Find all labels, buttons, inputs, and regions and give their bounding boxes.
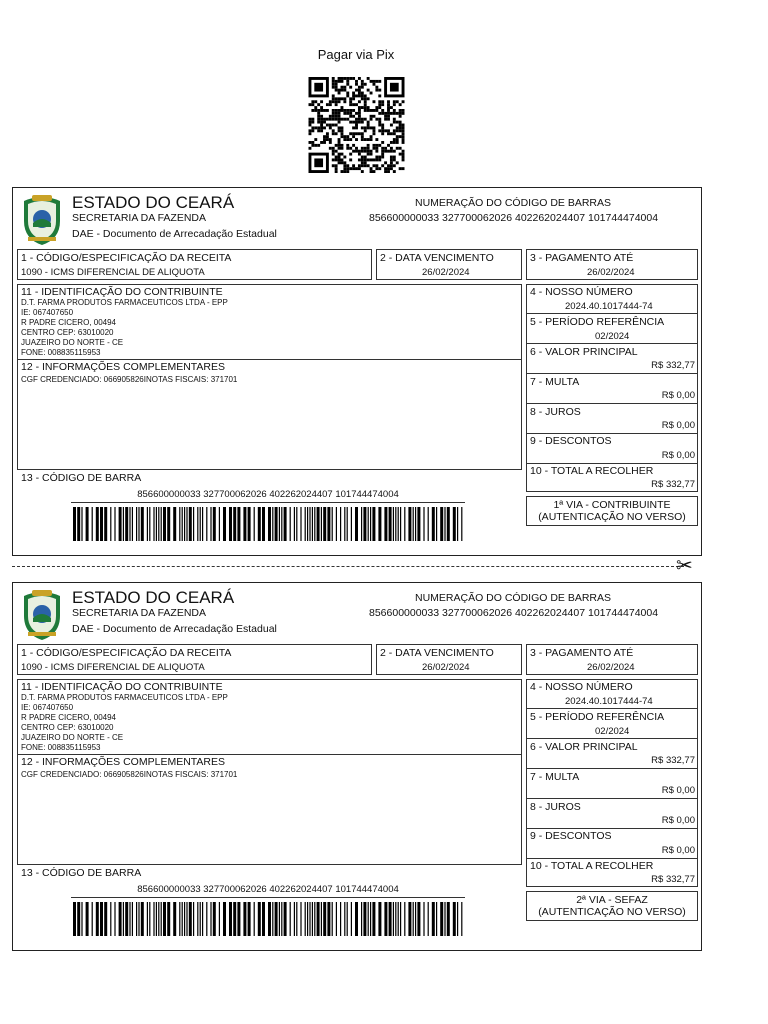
state-title: ESTADO DO CEARÁ [72, 588, 235, 607]
values-divider [526, 858, 698, 859]
taxpayer-line: JUAZEIRO DO NORTE - CE [21, 338, 124, 347]
pix-title: Pagar via Pix [317, 47, 395, 62]
principal-value: R$ 332,77 [651, 360, 695, 371]
info-value: CGF CREDENCIADO: 066905826INOTAS FISCAIS: 371701 [21, 770, 238, 779]
copy-line1: 2ª VIA - SEFAZ [576, 894, 648, 906]
interest-label: 8 - JUROS [530, 801, 581, 813]
taxpayer-label: 11 - IDENTIFICAÇÃO DO CONTRIBUINTE [21, 681, 223, 693]
pix-qr-code[interactable] [307, 77, 406, 173]
period-label: 5 - PERÍODO REFERÊNCIA [530, 711, 665, 723]
copy-line2: (AUTENTICAÇÃO NO VERSO) [538, 511, 686, 523]
due-date-value: 26/02/2024 [422, 267, 470, 278]
barcode-number: 856600000033 327700062026 402262024407 101744474004 [369, 212, 659, 224]
info-value: CGF CREDENCIADO: 066905826INOTAS FISCAIS: 371701 [21, 375, 238, 384]
barcode [71, 902, 465, 936]
copy-line2: (AUTENTICAÇÃO NO VERSO) [538, 906, 686, 918]
taxpayer-line: FONE: 008835115953 [21, 743, 101, 752]
dae-slip-second-copy [12, 582, 702, 951]
secretariat: SECRETARIA DA FAZENDA [72, 212, 207, 224]
values-divider [526, 463, 698, 464]
our-number-label: 4 - NOSSO NÚMERO [530, 681, 633, 693]
info-label: 12 - INFORMAÇÕES COMPLEMENTARES [21, 361, 226, 373]
principal-value: R$ 332,77 [651, 755, 695, 766]
taxpayer-line: JUAZEIRO DO NORTE - CE [21, 733, 124, 742]
state-title: ESTADO DO CEARÁ [72, 193, 235, 212]
taxpayer-line: IE: 067407650 [21, 308, 74, 317]
pay-until-value: 26/02/2024 [587, 267, 635, 278]
our-number-label: 4 - NOSSO NÚMERO [530, 286, 633, 298]
values-divider [526, 798, 698, 799]
discounts-label: 9 - DESCONTOS [530, 435, 612, 447]
taxpayer-divider [17, 359, 522, 360]
total-value: R$ 332,77 [651, 874, 695, 885]
fine-label: 7 - MULTA [530, 376, 580, 388]
barcode-number-label: NUMERAÇÃO DO CÓDIGO DE BARRAS [415, 197, 612, 209]
revenue-label: 1 - CÓDIGO/ESPECIFICAÇÃO DA RECEITA [21, 647, 232, 659]
total-label: 10 - TOTAL A RECOLHER [530, 465, 654, 477]
values-divider [526, 433, 698, 434]
barcode-digits: 856600000033 327700062026 402262024407 101744474004 [137, 884, 399, 895]
values-divider [526, 343, 698, 344]
document-type: DAE - Documento de Arrecadação Estadual [72, 228, 277, 240]
barcode-number: 856600000033 327700062026 402262024407 101744474004 [369, 607, 659, 619]
taxpayer-line: R PADRE CICERO, 00494 [21, 318, 116, 327]
values-divider [526, 403, 698, 404]
revenue-value: 1090 - ICMS DIFERENCIAL DE ALIQUOTA [21, 662, 205, 673]
our-number-value: 2024.40.1017444-74 [565, 696, 653, 707]
values-divider [526, 738, 698, 739]
pay-until-value: 26/02/2024 [587, 662, 635, 673]
barcode-label: 13 - CÓDIGO DE BARRA [21, 867, 142, 879]
fine-value: R$ 0,00 [661, 785, 695, 796]
revenue-label: 1 - CÓDIGO/ESPECIFICAÇÃO DA RECEITA [21, 252, 232, 264]
fine-label: 7 - MULTA [530, 771, 580, 783]
interest-value: R$ 0,00 [661, 815, 695, 826]
interest-value: R$ 0,00 [661, 420, 695, 431]
dae-slip-first-copy [12, 187, 702, 556]
pay-until-label: 3 - PAGAMENTO ATÉ [530, 252, 634, 264]
due-date-value: 26/02/2024 [422, 662, 470, 673]
ceara-crest-icon [18, 191, 66, 247]
our-number-value: 2024.40.1017444-74 [565, 301, 653, 312]
barcode [71, 507, 465, 541]
total-value: R$ 332,77 [651, 479, 695, 490]
period-value: 02/2024 [595, 726, 630, 737]
discounts-label: 9 - DESCONTOS [530, 830, 612, 842]
taxpayer-line: D.T. FARMA PRODUTOS FARMACEUTICOS LTDA - EPP [21, 693, 228, 702]
barcode-label: 13 - CÓDIGO DE BARRA [21, 472, 142, 484]
principal-label: 6 - VALOR PRINCIPAL [530, 346, 638, 358]
scissors-icon: ✂ [676, 555, 693, 577]
taxpayer-line: CENTRO CEP: 63010020 [21, 723, 114, 732]
cut-line [12, 566, 684, 567]
barcode-rule [71, 897, 465, 898]
secretariat: SECRETARIA DA FAZENDA [72, 607, 207, 619]
taxpayer-line: D.T. FARMA PRODUTOS FARMACEUTICOS LTDA - EPP [21, 298, 228, 307]
taxpayer-line: CENTRO CEP: 63010020 [21, 328, 114, 337]
period-label: 5 - PERÍODO REFERÊNCIA [530, 316, 665, 328]
discounts-value: R$ 0,00 [661, 845, 695, 856]
document-type: DAE - Documento de Arrecadação Estadual [72, 623, 277, 635]
fine-value: R$ 0,00 [661, 390, 695, 401]
barcode-rule [71, 502, 465, 503]
ceara-crest-icon [18, 586, 66, 642]
values-divider [526, 828, 698, 829]
copy-line1: 1ª VIA - CONTRIBUINTE [553, 499, 671, 511]
pay-until-label: 3 - PAGAMENTO ATÉ [530, 647, 634, 659]
total-label: 10 - TOTAL A RECOLHER [530, 860, 654, 872]
discounts-value: R$ 0,00 [661, 450, 695, 461]
due-date-label: 2 - DATA VENCIMENTO [380, 647, 494, 659]
values-divider [526, 708, 698, 709]
barcode-number-label: NUMERAÇÃO DO CÓDIGO DE BARRAS [415, 592, 612, 604]
barcode-digits: 856600000033 327700062026 402262024407 101744474004 [137, 489, 399, 500]
interest-label: 8 - JUROS [530, 406, 581, 418]
values-divider [526, 313, 698, 314]
taxpayer-line: R PADRE CICERO, 00494 [21, 713, 116, 722]
values-divider [526, 373, 698, 374]
principal-label: 6 - VALOR PRINCIPAL [530, 741, 638, 753]
taxpayer-label: 11 - IDENTIFICAÇÃO DO CONTRIBUINTE [21, 286, 223, 298]
taxpayer-line: FONE: 008835115953 [21, 348, 101, 357]
period-value: 02/2024 [595, 331, 630, 342]
taxpayer-divider [17, 754, 522, 755]
values-divider [526, 768, 698, 769]
taxpayer-line: IE: 067407650 [21, 703, 74, 712]
revenue-value: 1090 - ICMS DIFERENCIAL DE ALIQUOTA [21, 267, 205, 278]
due-date-label: 2 - DATA VENCIMENTO [380, 252, 494, 264]
info-label: 12 - INFORMAÇÕES COMPLEMENTARES [21, 756, 226, 768]
